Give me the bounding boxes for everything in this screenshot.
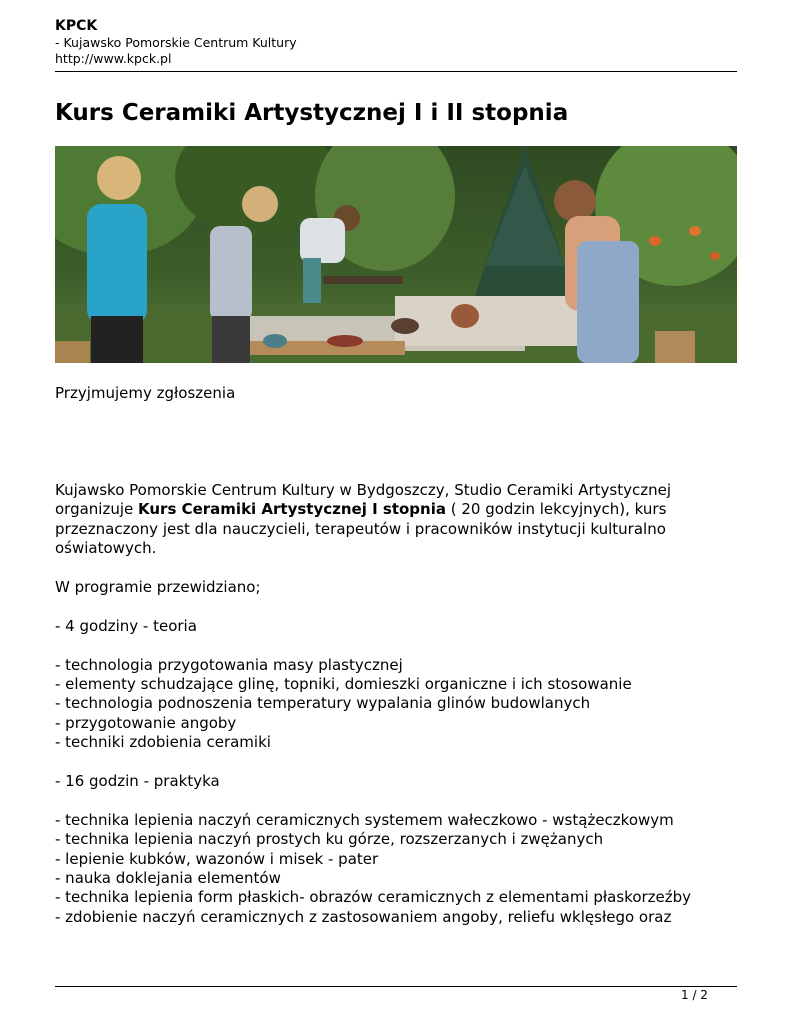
- intro-text: ( 20 godzin lekcyjnych), kurs: [445, 500, 667, 519]
- course-name: Kurs Ceramiki Artystycznej I stopnia: [138, 500, 446, 519]
- site-name: KPCK: [55, 18, 98, 34]
- intro-line: [55, 500, 737, 519]
- program-heading: W programie przewidziano;: [55, 578, 261, 597]
- list-item: - przygotowanie angoby: [55, 713, 237, 732]
- page-title: Kurs Ceramiki Artystycznej I i II stopnia: [55, 100, 569, 126]
- intro-line: oświatowych.: [55, 539, 157, 558]
- document-header: [55, 17, 737, 67]
- intro-text: organizuje: [55, 500, 139, 519]
- site-url: http://www.kpck.pl: [55, 51, 172, 66]
- list-item: - elementy schudzające glinę, topniki, domieszki organiczne i ich stosowanie: [55, 675, 632, 694]
- list-item: - technologia przygotowania masy plastycznej: [55, 655, 403, 674]
- list-item: - techniki zdobienia ceramiki: [55, 733, 271, 752]
- practice-heading: - 16 godzin - praktyka: [55, 772, 220, 791]
- list-item: - nauka doklejania elementów: [55, 869, 281, 888]
- list-item: - technika lepienia form płaskich- obrazów ceramicznych z elementami płaskorzeźby: [55, 888, 692, 907]
- lead-text: Przyjmujemy zgłoszenia: [55, 384, 236, 402]
- footer-divider: [55, 986, 737, 987]
- site-subtitle: - Kujawsko Pomorskie Centrum Kultury: [55, 35, 297, 50]
- list-item: - technika lepienia naczyń ceramicznych systemem wałeczkowo - wstążeczkowym: [55, 810, 674, 829]
- article-body: [55, 481, 737, 927]
- intro-line: przeznaczony jest dla nauczycieli, terapeutów i pracowników instytucji kulturalno: [55, 519, 666, 538]
- list-item: - zdobienie naczyń ceramicznych z zastosowaniem angoby, reliefu wklęsłego oraz: [55, 907, 672, 926]
- intro-line: Kujawsko Pomorskie Centrum Kultury w Bydgoszczy, Studio Ceramiki Artystycznej: [55, 481, 671, 499]
- theory-heading: - 4 godziny - teoria: [55, 616, 197, 635]
- list-item: - lepienie kubków, wazonów i misek - pater: [55, 849, 379, 868]
- list-item: - technika lepienia naczyń prostych ku górze, rozszerzanych i zwężanych: [55, 830, 604, 849]
- header-divider: [55, 71, 737, 72]
- page-number: 1 / 2: [681, 988, 708, 1002]
- workshop-photo: [55, 146, 737, 363]
- list-item: - technologia podnoszenia temperatury wypalania glinów budowlanych: [55, 694, 591, 713]
